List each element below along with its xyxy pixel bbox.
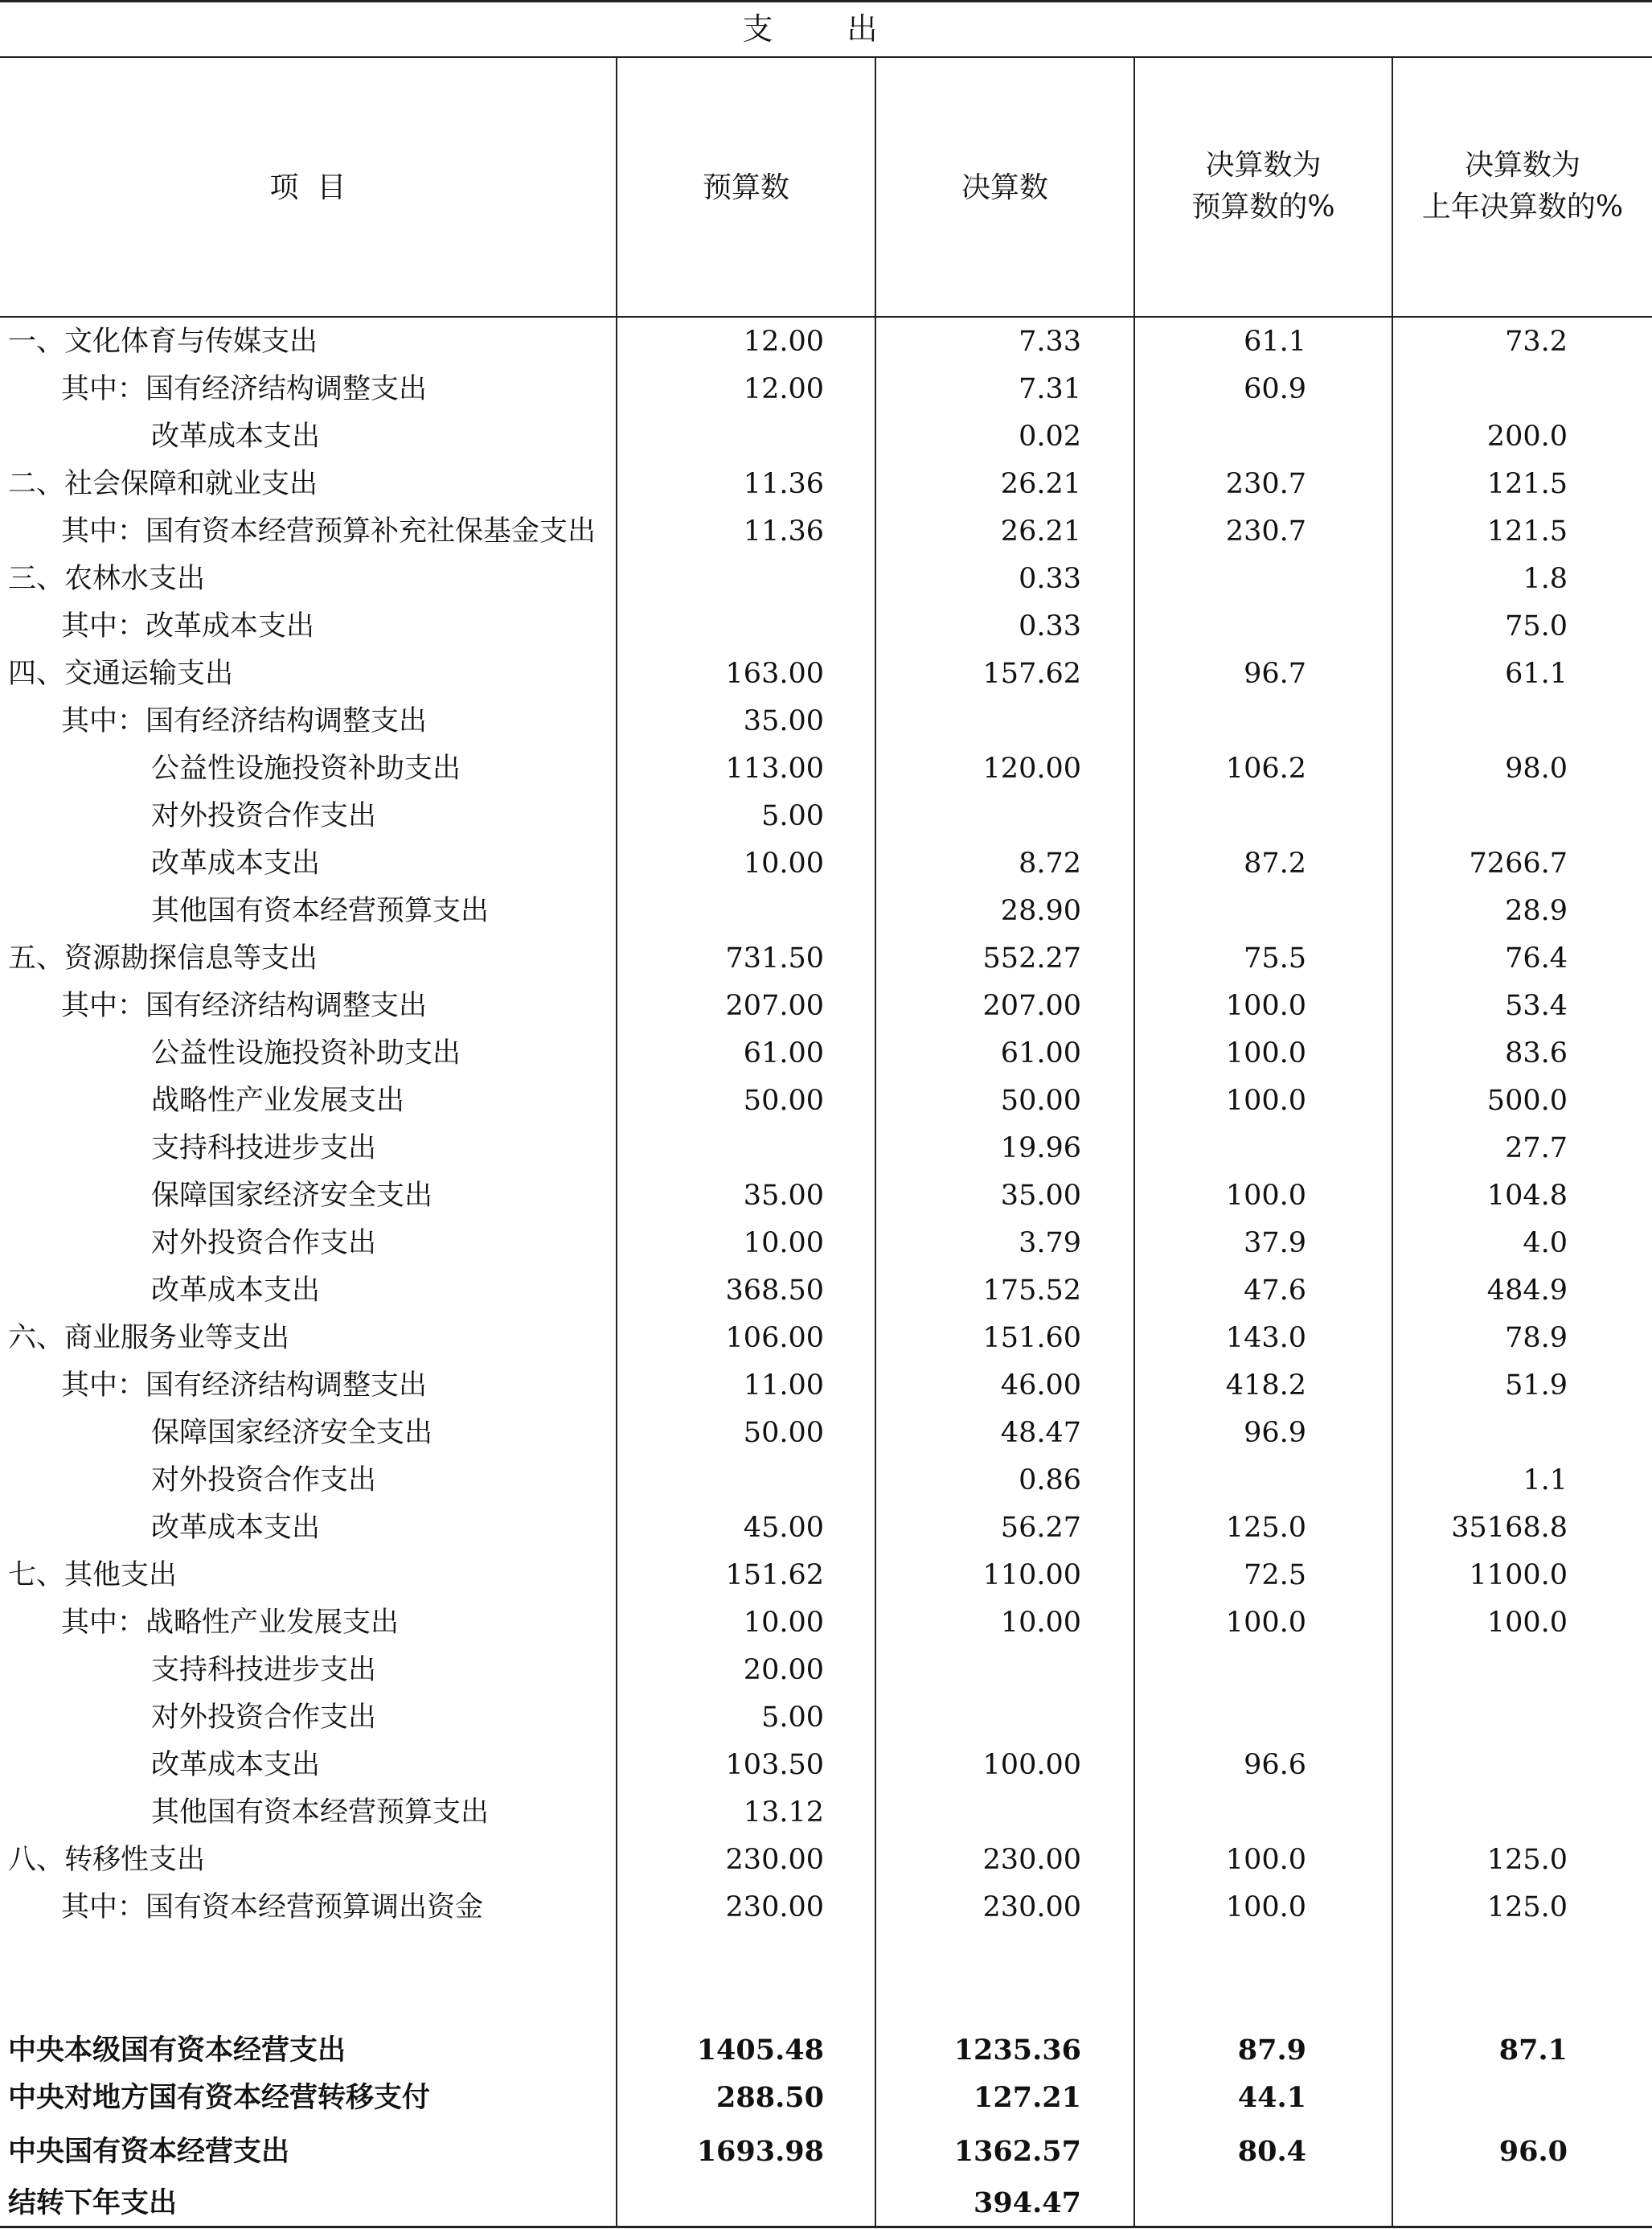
row-pct-budget-value [1150,1694,1306,1742]
row-pct-prev-value: 484.9 [1486,1275,1568,1307]
header-final [876,167,1133,209]
row-item-name: 保障国家经济安全支出 [151,1180,433,1212]
row-final-value: 7.33 [1019,326,1081,358]
row-budget-value: 11.36 [743,515,824,548]
row-pct-prev-value [1407,2179,1568,2227]
row-final-value: 0.33 [1019,563,1081,595]
row-final-value: 110.00 [982,1559,1081,1591]
row-pct-prev-value [1407,1789,1568,1837]
column-divider [875,56,876,2227]
row-budget-value: 10.00 [743,848,824,880]
row-item-name: 其中：国有资本经营预算调出资金 [61,1891,484,1923]
row-pct-prev-value [1407,366,1568,413]
row-final-value: 35.00 [1000,1180,1081,1212]
row-budget-value [635,888,824,935]
row-pct-budget-value [1150,698,1306,745]
row-pct-budget-value: 143.0 [1225,1322,1306,1354]
row-final-value: 100.00 [982,1749,1081,1781]
row-final-value: 127.21 [974,2081,1081,2114]
row-budget-value: 368.50 [725,1275,824,1307]
row-pct-prev-value: 100.0 [1486,1607,1568,1639]
row-budget-value: 20.00 [743,1654,824,1686]
top-border [0,0,1652,2]
row-item-name: 公益性设施投资补助支出 [151,753,461,785]
row-pct-prev-value: 121.5 [1486,515,1568,548]
header-budget-label: 预算数 [702,171,789,204]
row-pct-prev-value: 61.1 [1505,658,1568,690]
row-budget-value: 113.00 [725,753,824,785]
row-pct-budget-value: 44.1 [1237,2081,1306,2114]
header-pct-budget-line2: 预算数的% [1191,191,1335,224]
row-budget-value: 230.00 [725,1891,824,1923]
row-budget-value: 10.00 [743,1227,824,1259]
header-pct-prev-line2: 上年决算数的% [1421,191,1624,224]
row-budget-value [635,2179,824,2227]
row-budget-value: 50.00 [743,1085,824,1117]
row-pct-prev-value: 125.0 [1486,1844,1568,1876]
row-final-value: 28.90 [1000,895,1081,927]
row-pct-budget-value: 87.9 [1237,2034,1306,2067]
row-pct-budget-value: 106.2 [1225,753,1306,785]
row-pct-prev-value: 1.1 [1523,1464,1568,1496]
row-item-name: 二、社会保障和就业支出 [8,468,318,500]
row-budget-value: 288.50 [716,2081,824,2114]
row-item-name: 其中：国有经济结构调整支出 [61,1369,428,1402]
row-pct-prev-value [1407,1410,1568,1457]
row-budget-value: 35.00 [743,1180,824,1212]
row-pct-prev-value [1407,1694,1568,1742]
row-budget-value: 5.00 [761,800,824,832]
row-item-name: 六、商业服务业等支出 [8,1322,290,1354]
row-pct-prev-value: 7266.7 [1469,848,1568,880]
row-budget-value: 151.62 [725,1559,824,1591]
row-budget-value: 50.00 [743,1417,824,1449]
row-pct-budget-value: 230.7 [1225,468,1306,500]
row-pct-prev-value: 35168.8 [1451,1512,1568,1544]
row-pct-budget-value [1150,413,1306,461]
row-final-value [892,793,1081,840]
row-final-value: 175.52 [982,1275,1081,1307]
row-pct-budget-value [1150,1789,1306,1837]
column-divider [1392,56,1393,2227]
row-budget-value [635,603,824,651]
row-pct-budget-value: 47.6 [1244,1275,1306,1307]
row-pct-budget-value: 100.0 [1225,1844,1306,1876]
row-pct-budget-value: 72.5 [1244,1559,1306,1591]
row-budget-value [635,556,824,603]
row-final-value: 56.27 [1000,1512,1081,1544]
row-item-name: 支持科技进步支出 [151,1132,377,1164]
row-item-name: 四、交通运输支出 [8,658,234,690]
title-divider [0,56,1652,58]
row-budget-value: 61.00 [743,1037,824,1069]
row-budget-value: 12.00 [743,373,824,405]
row-pct-budget-value: 96.9 [1244,1417,1306,1449]
row-pct-prev-value [1407,1742,1568,1789]
row-budget-value: 163.00 [725,658,824,690]
row-final-value: 26.21 [1000,468,1081,500]
row-final-value: 230.00 [982,1891,1081,1923]
row-pct-prev-value: 28.9 [1505,895,1568,927]
row-pct-prev-value: 500.0 [1486,1085,1568,1117]
row-final-value: 48.47 [1000,1417,1081,1449]
row-budget-value: 11.00 [743,1369,824,1402]
row-pct-prev-value: 104.8 [1486,1180,1568,1212]
row-final-value: 50.00 [1000,1085,1081,1117]
row-pct-prev-value: 4.0 [1523,1227,1568,1259]
row-final-value [892,698,1081,745]
row-item-name: 支持科技进步支出 [151,1654,377,1686]
row-item-name: 公益性设施投资补助支出 [151,1037,461,1069]
row-final-value: 151.60 [982,1322,1081,1354]
row-pct-budget-value [1150,1647,1306,1694]
row-pct-prev-value: 1100.0 [1469,1559,1568,1591]
row-final-value [892,1789,1081,1837]
row-final-value [892,1694,1081,1742]
row-item-name: 三、农林水支出 [8,563,206,595]
row-item-name: 七、其他支出 [8,1559,178,1591]
header-item-label: 项 目 [269,171,346,204]
row-final-value: 207.00 [982,990,1081,1022]
row-pct-budget-value [1150,1457,1306,1504]
row-pct-prev-value: 121.5 [1486,468,1568,500]
header-pct-prev-line1: 决算数为 [1464,149,1580,182]
row-pct-budget-value: 418.2 [1225,1369,1306,1402]
row-pct-budget-value: 100.0 [1225,1607,1306,1639]
row-budget-value: 207.00 [725,990,824,1022]
row-item-name: 其中：国有经济结构调整支出 [61,990,428,1022]
row-final-value: 0.33 [1019,610,1081,642]
row-budget-value: 731.50 [725,942,824,975]
row-final-value: 19.96 [1000,1132,1081,1164]
row-pct-prev-value: 125.0 [1486,1891,1568,1923]
row-pct-budget-value: 37.9 [1244,1227,1306,1259]
row-item-name: 其他国有资本经营预算支出 [151,1796,490,1829]
row-budget-value: 13.12 [743,1796,824,1829]
row-item-name: 战略性产业发展支出 [151,1085,405,1117]
row-final-value [892,1647,1081,1694]
row-budget-value: 45.00 [743,1512,824,1544]
row-item-name: 结转下年支出 [8,2186,178,2219]
row-budget-value: 103.50 [725,1749,824,1781]
row-item-name: 八、转移性支出 [8,1844,206,1876]
row-pct-budget-value: 100.0 [1225,1037,1306,1069]
row-item-name: 对外投资合作支出 [151,1464,377,1496]
row-item-name: 其中：国有资本经营预算补充社保基金支出 [61,515,596,548]
row-item-name: 改革成本支出 [151,1275,321,1307]
row-pct-budget-value: 230.7 [1225,515,1306,548]
row-final-value: 120.00 [982,753,1081,785]
row-pct-budget-value: 61.1 [1244,326,1306,358]
row-pct-prev-value: 53.4 [1505,990,1568,1022]
row-pct-prev-value: 98.0 [1505,753,1568,785]
row-budget-value: 35.00 [743,705,824,737]
row-pct-budget-value [1150,793,1306,840]
row-item-name: 对外投资合作支出 [151,800,377,832]
row-pct-prev-value: 51.9 [1505,1369,1568,1402]
row-pct-budget-value: 125.0 [1225,1512,1306,1544]
row-pct-prev-value: 87.1 [1498,2034,1568,2067]
row-pct-prev-value: 27.7 [1505,1132,1568,1164]
row-item-name: 一、文化体育与传媒支出 [8,326,318,358]
row-pct-prev-value [1407,2074,1568,2121]
row-pct-budget-value [1150,603,1306,651]
row-pct-budget-value: 96.7 [1244,658,1306,690]
row-item-name: 其他国有资本经营预算支出 [151,895,490,927]
row-item-name: 对外投资合作支出 [151,1702,377,1734]
row-pct-prev-value: 76.4 [1505,942,1568,975]
row-item-name: 保障国家经济安全支出 [151,1417,433,1449]
header-pct-prev [1393,145,1652,228]
row-final-value: 0.02 [1019,421,1081,453]
header-pct-budget [1135,145,1392,228]
row-final-value: 394.47 [974,2186,1081,2219]
header-item [0,167,616,209]
row-budget-value [635,1457,824,1504]
row-pct-prev-value: 75.0 [1505,610,1568,642]
row-pct-budget-value [1150,556,1306,603]
row-item-name: 改革成本支出 [151,1749,321,1781]
row-final-value: 3.79 [1019,1227,1081,1259]
row-pct-prev-value [1407,1647,1568,1694]
row-item-name: 其中：改革成本支出 [61,610,315,642]
row-final-value: 46.00 [1000,1369,1081,1402]
row-final-value: 26.21 [1000,515,1081,548]
row-item-name: 中央本级国有资本经营支出 [8,2034,346,2067]
row-item-name: 其中：国有经济结构调整支出 [61,373,428,405]
row-budget-value: 106.00 [725,1322,824,1354]
row-pct-budget-value: 100.0 [1225,1180,1306,1212]
row-final-value: 230.00 [982,1844,1081,1876]
header-budget [617,167,875,209]
row-pct-budget-value: 80.4 [1237,2135,1306,2168]
row-item-name: 五、资源勘探信息等支出 [8,942,318,975]
row-item-name: 中央对地方国有资本经营转移支付 [8,2081,431,2114]
header-divider [0,316,1652,318]
row-final-value: 1362.57 [953,2135,1081,2168]
row-final-value: 552.27 [982,942,1081,975]
row-pct-budget-value [1150,888,1306,935]
row-pct-prev-value: 73.2 [1505,326,1568,358]
row-pct-budget-value: 100.0 [1225,990,1306,1022]
row-pct-budget-value [1150,1125,1306,1172]
row-budget-value: 230.00 [725,1844,824,1876]
row-pct-prev-value [1407,698,1568,745]
row-final-value: 10.00 [1000,1607,1081,1639]
header-final-label: 决算数 [961,171,1048,204]
row-pct-budget-value [1150,2179,1306,2227]
row-item-name: 其中：国有经济结构调整支出 [61,705,428,737]
row-budget-value: 12.00 [743,326,824,358]
row-final-value: 157.62 [982,658,1081,690]
row-budget-value: 10.00 [743,1607,824,1639]
header-pct-budget-line1: 决算数为 [1205,149,1322,182]
row-budget-value [635,1125,824,1172]
row-item-name: 对外投资合作支出 [151,1227,377,1259]
row-final-value: 1235.36 [953,2034,1081,2067]
row-item-name: 改革成本支出 [151,421,321,453]
row-budget-value: 1405.48 [696,2034,824,2067]
row-pct-budget-value: 100.0 [1225,1085,1306,1117]
column-divider [616,56,617,2227]
row-final-value: 7.31 [1019,373,1081,405]
row-pct-prev-value: 78.9 [1505,1322,1568,1354]
row-pct-budget-value: 100.0 [1225,1891,1306,1923]
row-final-value: 8.72 [1019,848,1081,880]
row-budget-value [635,413,824,461]
row-pct-prev-value: 83.6 [1505,1037,1568,1069]
row-final-value: 61.00 [1000,1037,1081,1069]
row-budget-value: 1693.98 [696,2135,824,2168]
row-pct-budget-value: 96.6 [1244,1749,1306,1781]
row-pct-budget-value: 60.9 [1244,373,1306,405]
row-item-name: 改革成本支出 [151,1512,321,1544]
table-title: 支 出 [742,11,910,47]
row-item-name: 改革成本支出 [151,848,321,880]
bottom-border [0,2226,1652,2228]
row-pct-budget-value: 75.5 [1244,942,1306,975]
row-pct-prev-value [1407,793,1568,840]
row-pct-prev-value: 200.0 [1486,421,1568,453]
row-pct-prev-value: 96.0 [1498,2135,1568,2168]
row-final-value: 0.86 [1019,1464,1081,1496]
row-budget-value: 5.00 [761,1702,824,1734]
row-pct-prev-value: 1.8 [1523,563,1568,595]
row-pct-budget-value: 87.2 [1244,848,1306,880]
row-item-name: 中央国有资本经营支出 [8,2135,290,2168]
row-item-name: 其中：战略性产业发展支出 [61,1607,400,1639]
column-divider [1133,56,1135,2227]
row-budget-value: 11.36 [743,468,824,500]
